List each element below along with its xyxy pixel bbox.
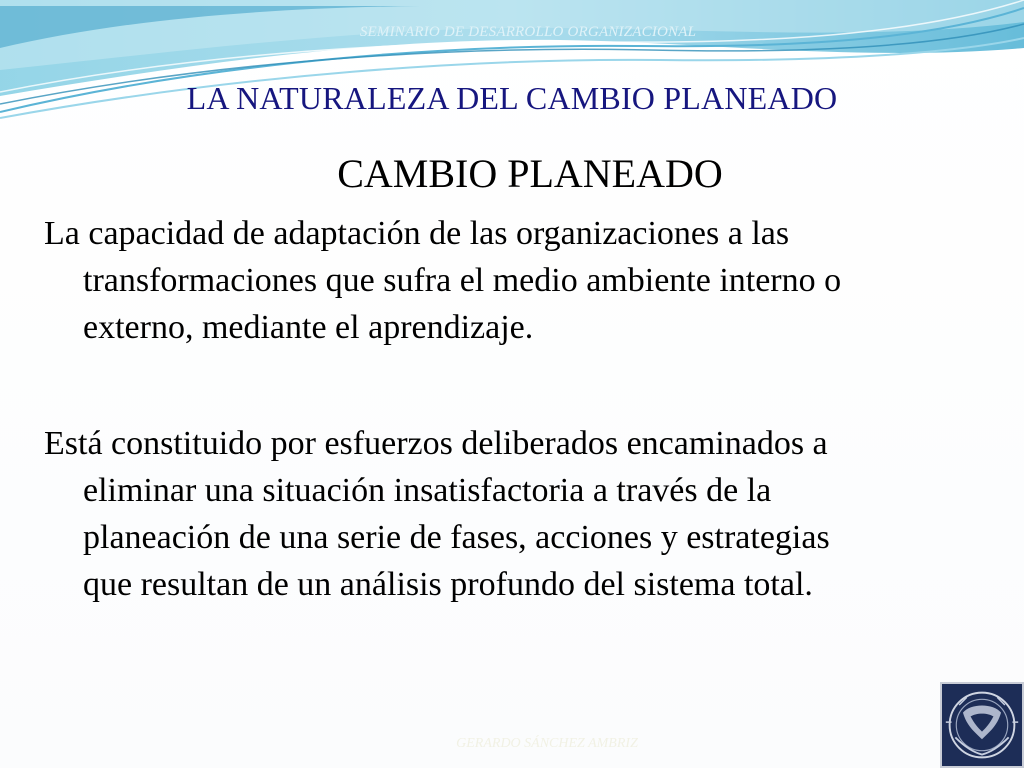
footer-author: GERARDO SÁNCHEZ AMBRIZ bbox=[456, 736, 638, 751]
slide-title: LA NATURALEZA DEL CAMBIO PLANEADO bbox=[186, 80, 838, 116]
definition-paragraph: La capacidad de adaptación de las organizaciones a las transformaciones que sufra el medio ambiente interno o externo, mediante el aprendizaje. bbox=[44, 215, 842, 346]
description-paragraph: Está constituido por esfuerzos deliberados encaminados a eliminar una situación insatisfactoria a través de la planeación de una serie de fases, acciones y estrategias que resultan de un análisis profundo del sistema total. bbox=[44, 425, 830, 603]
slide-subtitle: CAMBIO PLANEADO bbox=[337, 151, 723, 196]
header-wave-decoration bbox=[0, 0, 1024, 140]
university-seal-icon bbox=[940, 682, 1024, 768]
course-title: SEMINARIO DE DESARROLLO ORGANIZACIONAL bbox=[359, 24, 697, 40]
